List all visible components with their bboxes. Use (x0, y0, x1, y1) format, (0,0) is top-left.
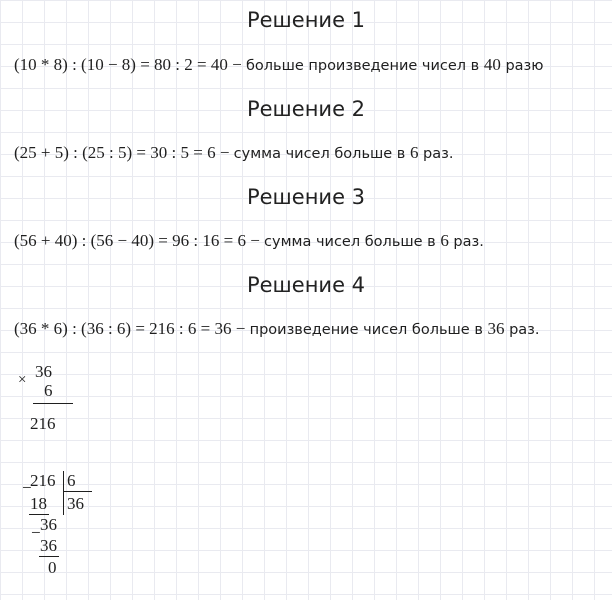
dash: − (227, 55, 246, 74)
dividend: 216 (30, 471, 56, 490)
solution-3-expression: (56 + 40) : (56 − 40) = 96 : 16 = 6 (14, 231, 246, 250)
second-subtrahend: 36 (40, 536, 57, 555)
solution-4-expression: (36 * 6) : (36 : 6) = 216 : 6 = 36 (14, 319, 232, 338)
division-bracket (63, 471, 64, 515)
solution-3-heading: Решение 3 (246, 185, 366, 209)
solution-1-number: 40 (483, 55, 501, 74)
solution-4-text-end: раз. (504, 322, 540, 338)
solution-3-number: 6 (440, 231, 449, 250)
second-minus-sign: − (31, 523, 41, 542)
multiplication-line (33, 403, 73, 404)
solution-1-text: больше произведение чисел в (245, 58, 484, 74)
dash: − (245, 231, 265, 250)
product: 216 (30, 414, 56, 433)
solution-3-text-end: раз. (448, 234, 484, 250)
solution-2-text: сумма чисел больше в (233, 146, 410, 162)
solution-2-expression: (25 + 5) : (25 : 5) = 30 : 5 = 6 (14, 143, 216, 162)
multiplier: 6 (44, 381, 53, 400)
solution-2-number: 6 (409, 143, 419, 162)
solution-4-number: 36 (487, 319, 505, 338)
solution-1-text-end: разю (500, 58, 544, 74)
multiplicand: 36 (35, 362, 52, 381)
multiply-sign: × (18, 372, 27, 388)
solution-2-line (14, 143, 453, 163)
dash: − (231, 319, 250, 338)
solution-1-expression: (10 * 8) : (10 − 8) = 80 : 2 = 40 (14, 55, 228, 74)
division-minus-sign: − (22, 478, 32, 497)
solution-4-heading: Решение 4 (246, 273, 366, 297)
remainder: 0 (48, 558, 57, 577)
solution-2-heading: Решение 2 (246, 97, 366, 121)
partial-remainder: 36 (40, 515, 57, 534)
solution-4-text: произведение чисел больше в (249, 322, 488, 338)
quotient: 36 (67, 494, 84, 513)
solution-2-text-end: раз. (418, 146, 454, 162)
solution-3-text: сумма чисел больше в (264, 234, 441, 250)
first-subtrahend: 18 (30, 494, 47, 513)
divisor: 6 (67, 471, 76, 490)
solution-1-line (14, 55, 543, 75)
solution-1-heading: Решение 1 (246, 8, 366, 32)
solution-3-line (14, 231, 484, 251)
dash: − (215, 143, 234, 162)
divisor-underline (64, 491, 92, 492)
solution-4-line (14, 319, 540, 339)
